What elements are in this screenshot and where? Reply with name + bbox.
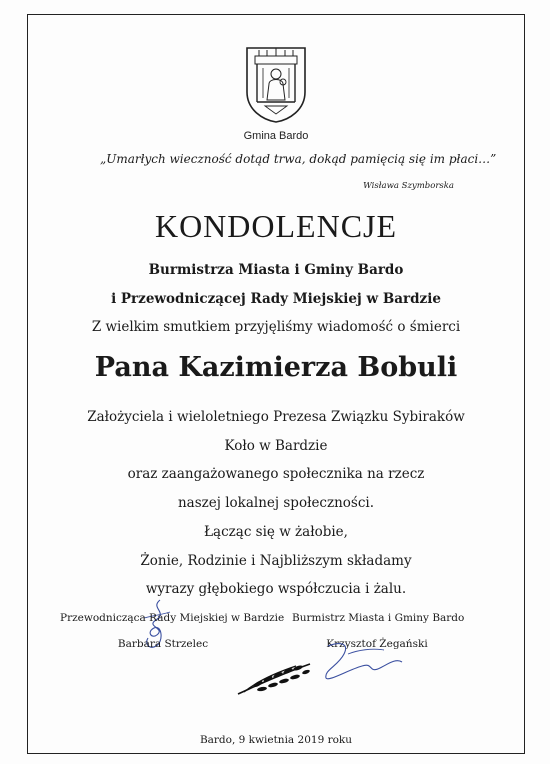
gmina-bardo-coat-of-arms-icon (243, 44, 309, 124)
intro-text: Z wielkim smutkiem przyjęliśmy wiadomość o śmierci (91, 319, 461, 335)
place-and-date: Bardo, 9 kwietnia 2019 roku (199, 734, 353, 746)
right-handwritten-signature (318, 640, 414, 682)
right-signatory-role: Burmistrz Miasta i Gminy Bardo (292, 612, 465, 624)
body-line: naszej lokalnej społeczności. (177, 495, 375, 512)
right-signatory-name: Krzysztof Żegański (326, 638, 428, 650)
wheat-ears-icon (236, 660, 314, 696)
sender-line-1: Burmistrza Miasta i Gminy Bardo (148, 262, 404, 278)
epigraph-quote: „Umarłych wieczność dotąd trwa, dokąd pamięcią się im płaci…” (100, 152, 497, 166)
body-line: Łącząc się w żałobie, (204, 523, 348, 540)
deceased-name: Pana Kazimierza Bobuli (94, 352, 458, 383)
body-line: wyrazy głębokiego współczucia i żalu. (145, 581, 407, 598)
body-line: Założyciela i wieloletniego Prezesa Związku Sybiraków (87, 409, 465, 425)
body-line: Koło w Bardzie (224, 437, 328, 454)
left-signatory-name: Barbara Strzelec (117, 638, 209, 650)
epigraph-author: Wisława Szymborska (363, 181, 454, 191)
sender-line-2: i Przewodniczącej Rady Miejskiej w Bardzie (111, 291, 441, 307)
document-title: KONDOLENCJE (154, 208, 398, 244)
condolence-body (27, 403, 525, 604)
municipality-label: Gmina Bardo (243, 130, 309, 142)
left-signatory-role: Przewodnicząca Rady Miejskiej w Bardzie (60, 612, 285, 624)
body-line: oraz zaangażowanego społecznika na rzecz (127, 466, 425, 483)
body-line: Żonie, Rodzinie i Najbliższym składamy (140, 552, 412, 569)
